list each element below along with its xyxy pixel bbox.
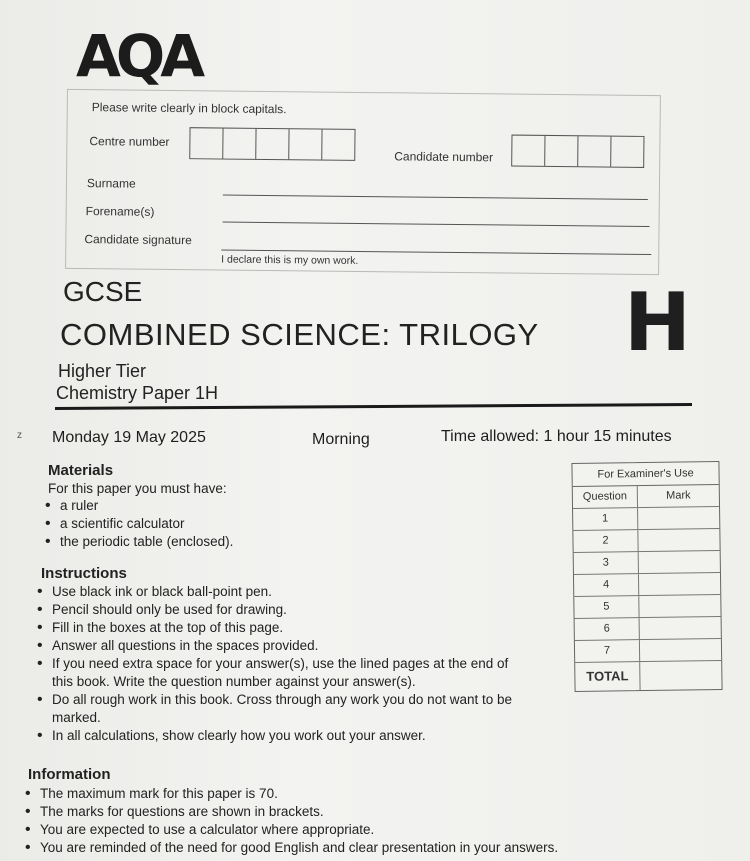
qualification-title: GCSE bbox=[63, 276, 143, 307]
examiner-use-table bbox=[571, 461, 722, 692]
question-number: 4 bbox=[574, 574, 639, 596]
mark-column-header: Mark bbox=[666, 489, 691, 502]
list-item: • a scientific calculator bbox=[44, 515, 233, 533]
candidate-number-label: Candidate number bbox=[394, 149, 494, 165]
mark-cell bbox=[640, 617, 721, 639]
examiner-table-caption: For Examiner's Use bbox=[572, 462, 718, 487]
tier-letter: H bbox=[624, 276, 691, 369]
tier-label: Higher Tier bbox=[58, 361, 147, 381]
total-row bbox=[575, 661, 721, 691]
list-item: • You are expected to use a calculator where appropriate. bbox=[24, 821, 558, 839]
list-item: • You are reminded of the need for good English and clear presentation in your answers. bbox=[24, 839, 558, 857]
list-item: • In all calculations, show clearly how you work out your answer. bbox=[36, 727, 512, 745]
table-header-row bbox=[573, 485, 719, 509]
list-item: • The marks for questions are shown in brackets. bbox=[24, 803, 558, 821]
mark-cell bbox=[638, 507, 719, 529]
table-row bbox=[575, 617, 721, 641]
list-item-continuation: marked. bbox=[52, 710, 101, 725]
information-list bbox=[24, 785, 558, 857]
forename-label: Forename(s) bbox=[85, 204, 155, 219]
candidate-details-box bbox=[65, 89, 661, 275]
table-row bbox=[574, 595, 720, 619]
subject-title: COMBINED SCIENCE: TRILOGY bbox=[60, 317, 539, 352]
forename-field[interactable] bbox=[223, 222, 650, 227]
block-capitals-instruction: Please write clearly in block capitals. bbox=[91, 100, 287, 117]
table-row bbox=[573, 529, 719, 553]
aqa-logo: AQA bbox=[76, 22, 201, 90]
list-item: • If you need extra space for your answer(s), use the lined pages at the end of bbox=[36, 655, 512, 673]
mark-cell bbox=[638, 529, 719, 551]
signature-label: Candidate signature bbox=[84, 232, 192, 248]
instructions-list bbox=[36, 583, 512, 745]
mark-cell bbox=[639, 595, 720, 617]
surname-label: Surname bbox=[86, 176, 136, 191]
list-item-continuation: this book. Write the question number against your answer(s). bbox=[52, 674, 416, 689]
mark-cell bbox=[640, 639, 721, 661]
time-allowed: Time allowed: 1 hour 15 minutes bbox=[441, 428, 672, 445]
list-item: • Do all rough work in this book. Cross through any work you do not want to be bbox=[36, 691, 512, 709]
total-label: TOTAL bbox=[575, 662, 640, 691]
centre-number-boxes[interactable] bbox=[189, 127, 355, 161]
question-number: 2 bbox=[573, 530, 638, 552]
list-item: • Answer all questions in the spaces provided. bbox=[36, 637, 512, 655]
table-row bbox=[574, 551, 720, 575]
question-number: 7 bbox=[575, 640, 640, 662]
information-heading: Information bbox=[28, 766, 111, 783]
list-item: • Pencil should only be used for drawing. bbox=[36, 601, 512, 619]
table-row bbox=[573, 507, 719, 531]
exam-date: Monday 19 May 2025 bbox=[52, 429, 206, 446]
list-item: • The maximum mark for this paper is 70. bbox=[24, 785, 558, 803]
materials-intro: For this paper you must have: bbox=[48, 481, 227, 496]
question-number: 6 bbox=[575, 618, 640, 640]
centre-number-label: Centre number bbox=[89, 134, 170, 149]
candidate-number-boxes[interactable] bbox=[511, 135, 644, 168]
margin-mark: z bbox=[17, 430, 22, 441]
mark-cell bbox=[639, 573, 720, 595]
materials-list bbox=[44, 497, 233, 551]
table-row bbox=[574, 573, 720, 597]
question-number: 1 bbox=[573, 508, 638, 530]
paper-title: Chemistry Paper 1H bbox=[56, 383, 219, 403]
total-mark-cell bbox=[640, 661, 721, 690]
declaration-text: I declare this is my own work. bbox=[221, 253, 359, 267]
question-number: 5 bbox=[574, 596, 639, 618]
list-item: • a ruler bbox=[44, 497, 233, 515]
table-row bbox=[575, 639, 721, 663]
materials-heading: Materials bbox=[48, 462, 114, 479]
list-item: • Use black ink or black ball-point pen. bbox=[36, 583, 512, 601]
title-divider bbox=[55, 403, 692, 410]
question-column-header: Question bbox=[573, 486, 638, 508]
list-item: • the periodic table (enclosed). bbox=[44, 533, 233, 551]
exam-session: Morning bbox=[312, 431, 370, 448]
question-number: 3 bbox=[574, 552, 639, 574]
instructions-heading: Instructions bbox=[41, 565, 127, 582]
mark-cell bbox=[639, 551, 720, 573]
list-item: • Fill in the boxes at the top of this page. bbox=[36, 619, 512, 637]
surname-field[interactable] bbox=[223, 195, 648, 200]
